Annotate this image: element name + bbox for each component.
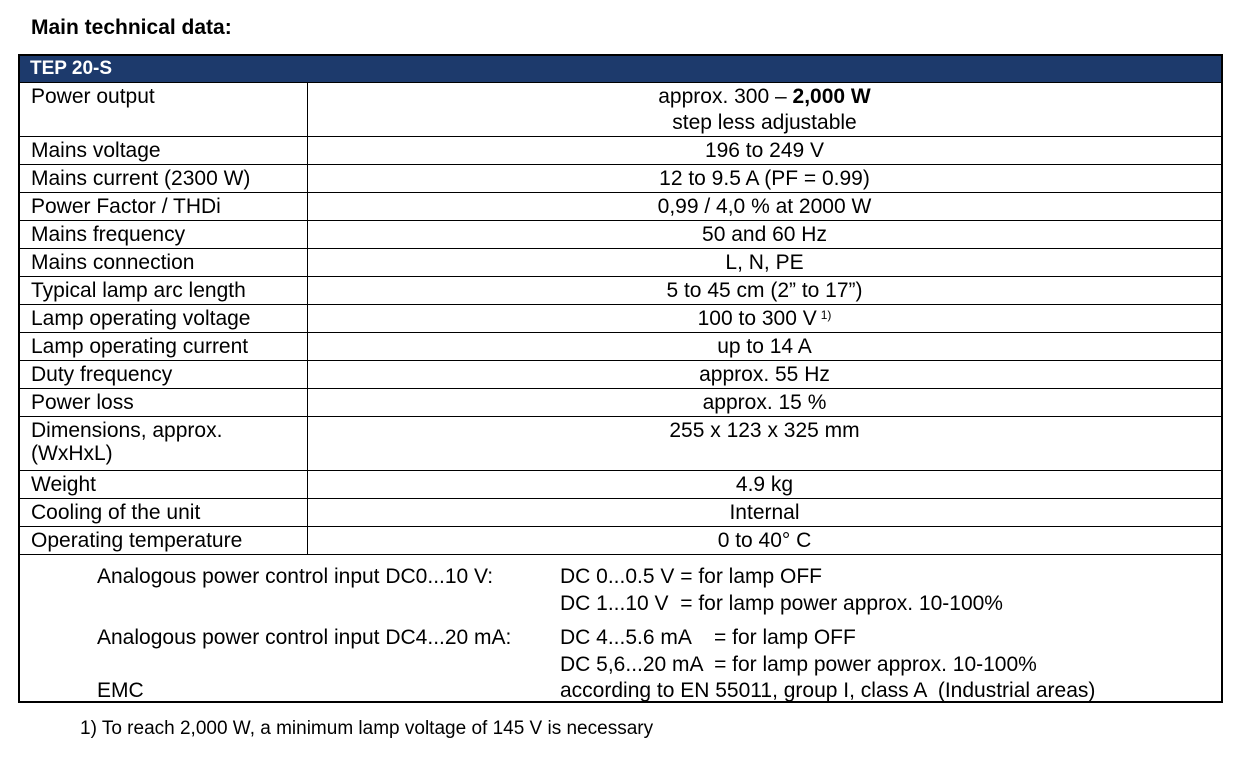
analog-voltage-off: DC 0...0.5 V = for lamp OFF (560, 565, 822, 588)
table-row (20, 193, 1221, 221)
table-row (20, 165, 1221, 193)
analog-voltage-range: DC 1...10 V = for lamp power approx. 10-100% (560, 592, 1003, 615)
row-value: 196 to 249 V (704, 139, 825, 162)
row-label: Operating temperature (20, 527, 308, 554)
dimensions-label-unit: (WxHxL) (31, 442, 113, 465)
table-row (20, 305, 1221, 333)
row-label: Power output (20, 83, 308, 136)
row-value: approx. 55 Hz (699, 363, 830, 386)
table-row (20, 527, 1221, 555)
row-value: approx. 15 % (702, 391, 827, 414)
emc-label: EMC (97, 679, 144, 702)
row-value: up to 14 A (717, 335, 812, 358)
table-row (20, 277, 1221, 305)
table-row (20, 221, 1221, 249)
row-value (308, 305, 1221, 332)
control-input-notes (20, 555, 1221, 701)
table-row (20, 249, 1221, 277)
table-row (20, 83, 1221, 137)
footnote: 1) To reach 2,000 W, a minimum lamp voltage of 145 V is necessary (80, 718, 654, 739)
power-output-note: step less adjustable (672, 111, 857, 134)
row-value: 5 to 45 cm (2” to 17”) (666, 279, 863, 302)
table-row (20, 361, 1221, 389)
row-value: Internal (729, 501, 800, 524)
row-label (20, 417, 308, 470)
row-label: Mains voltage (20, 137, 308, 164)
spec-table (18, 54, 1223, 703)
row-label: Power loss (20, 389, 308, 416)
row-label: Typical lamp arc length (20, 277, 308, 304)
row-label: Weight (20, 471, 308, 498)
analog-current-off: DC 4...5.6 mA = for lamp OFF (560, 626, 856, 649)
power-output-prefix: approx. 300 – (658, 85, 793, 108)
row-value: 0 to 40° C (717, 529, 812, 552)
table-row (20, 137, 1221, 165)
row-value (308, 83, 1221, 136)
emc-value: according to EN 55011, group I, class A (Industrial areas) (560, 679, 1096, 702)
analog-current-range: DC 5,6...20 mA = for lamp power approx. 10-100% (560, 653, 1037, 676)
row-value: 12 to 9.5 A (PF = 0.99) (659, 167, 870, 190)
table-row (20, 471, 1221, 499)
row-label: Cooling of the unit (20, 499, 308, 526)
row-label: Lamp operating voltage (20, 305, 308, 332)
table-row (20, 333, 1221, 361)
table-row (20, 499, 1221, 527)
row-label: Duty frequency (20, 361, 308, 388)
row-label: Mains connection (20, 249, 308, 276)
analog-voltage-label: Analogous power control input DC0...10 V: (97, 565, 494, 588)
dimensions-label: Dimensions, approx. (31, 419, 223, 442)
page-title: Main technical data: (31, 16, 232, 39)
row-value: 0,99 / 4,0 % at 2000 W (657, 195, 872, 218)
row-label: Power Factor / THDi (20, 193, 308, 220)
row-label: Mains current (2300 W) (20, 165, 308, 192)
table-header: TEP 20-S (20, 56, 1221, 83)
footnote-ref: 1) (820, 308, 832, 322)
row-value: 50 and 60 Hz (702, 223, 827, 246)
row-label: Mains frequency (20, 221, 308, 248)
row-value: 255 x 123 x 325 mm (669, 419, 860, 442)
lamp-voltage-value: 100 to 300 V (697, 307, 817, 330)
power-output-max: 2,000 W (792, 85, 871, 108)
table-row (20, 417, 1221, 471)
analog-current-label: Analogous power control input DC4...20 mA: (97, 626, 512, 649)
row-label: Lamp operating current (20, 333, 308, 360)
table-row (20, 389, 1221, 417)
row-value: 4.9 kg (735, 473, 794, 496)
row-value: L, N, PE (725, 251, 804, 274)
